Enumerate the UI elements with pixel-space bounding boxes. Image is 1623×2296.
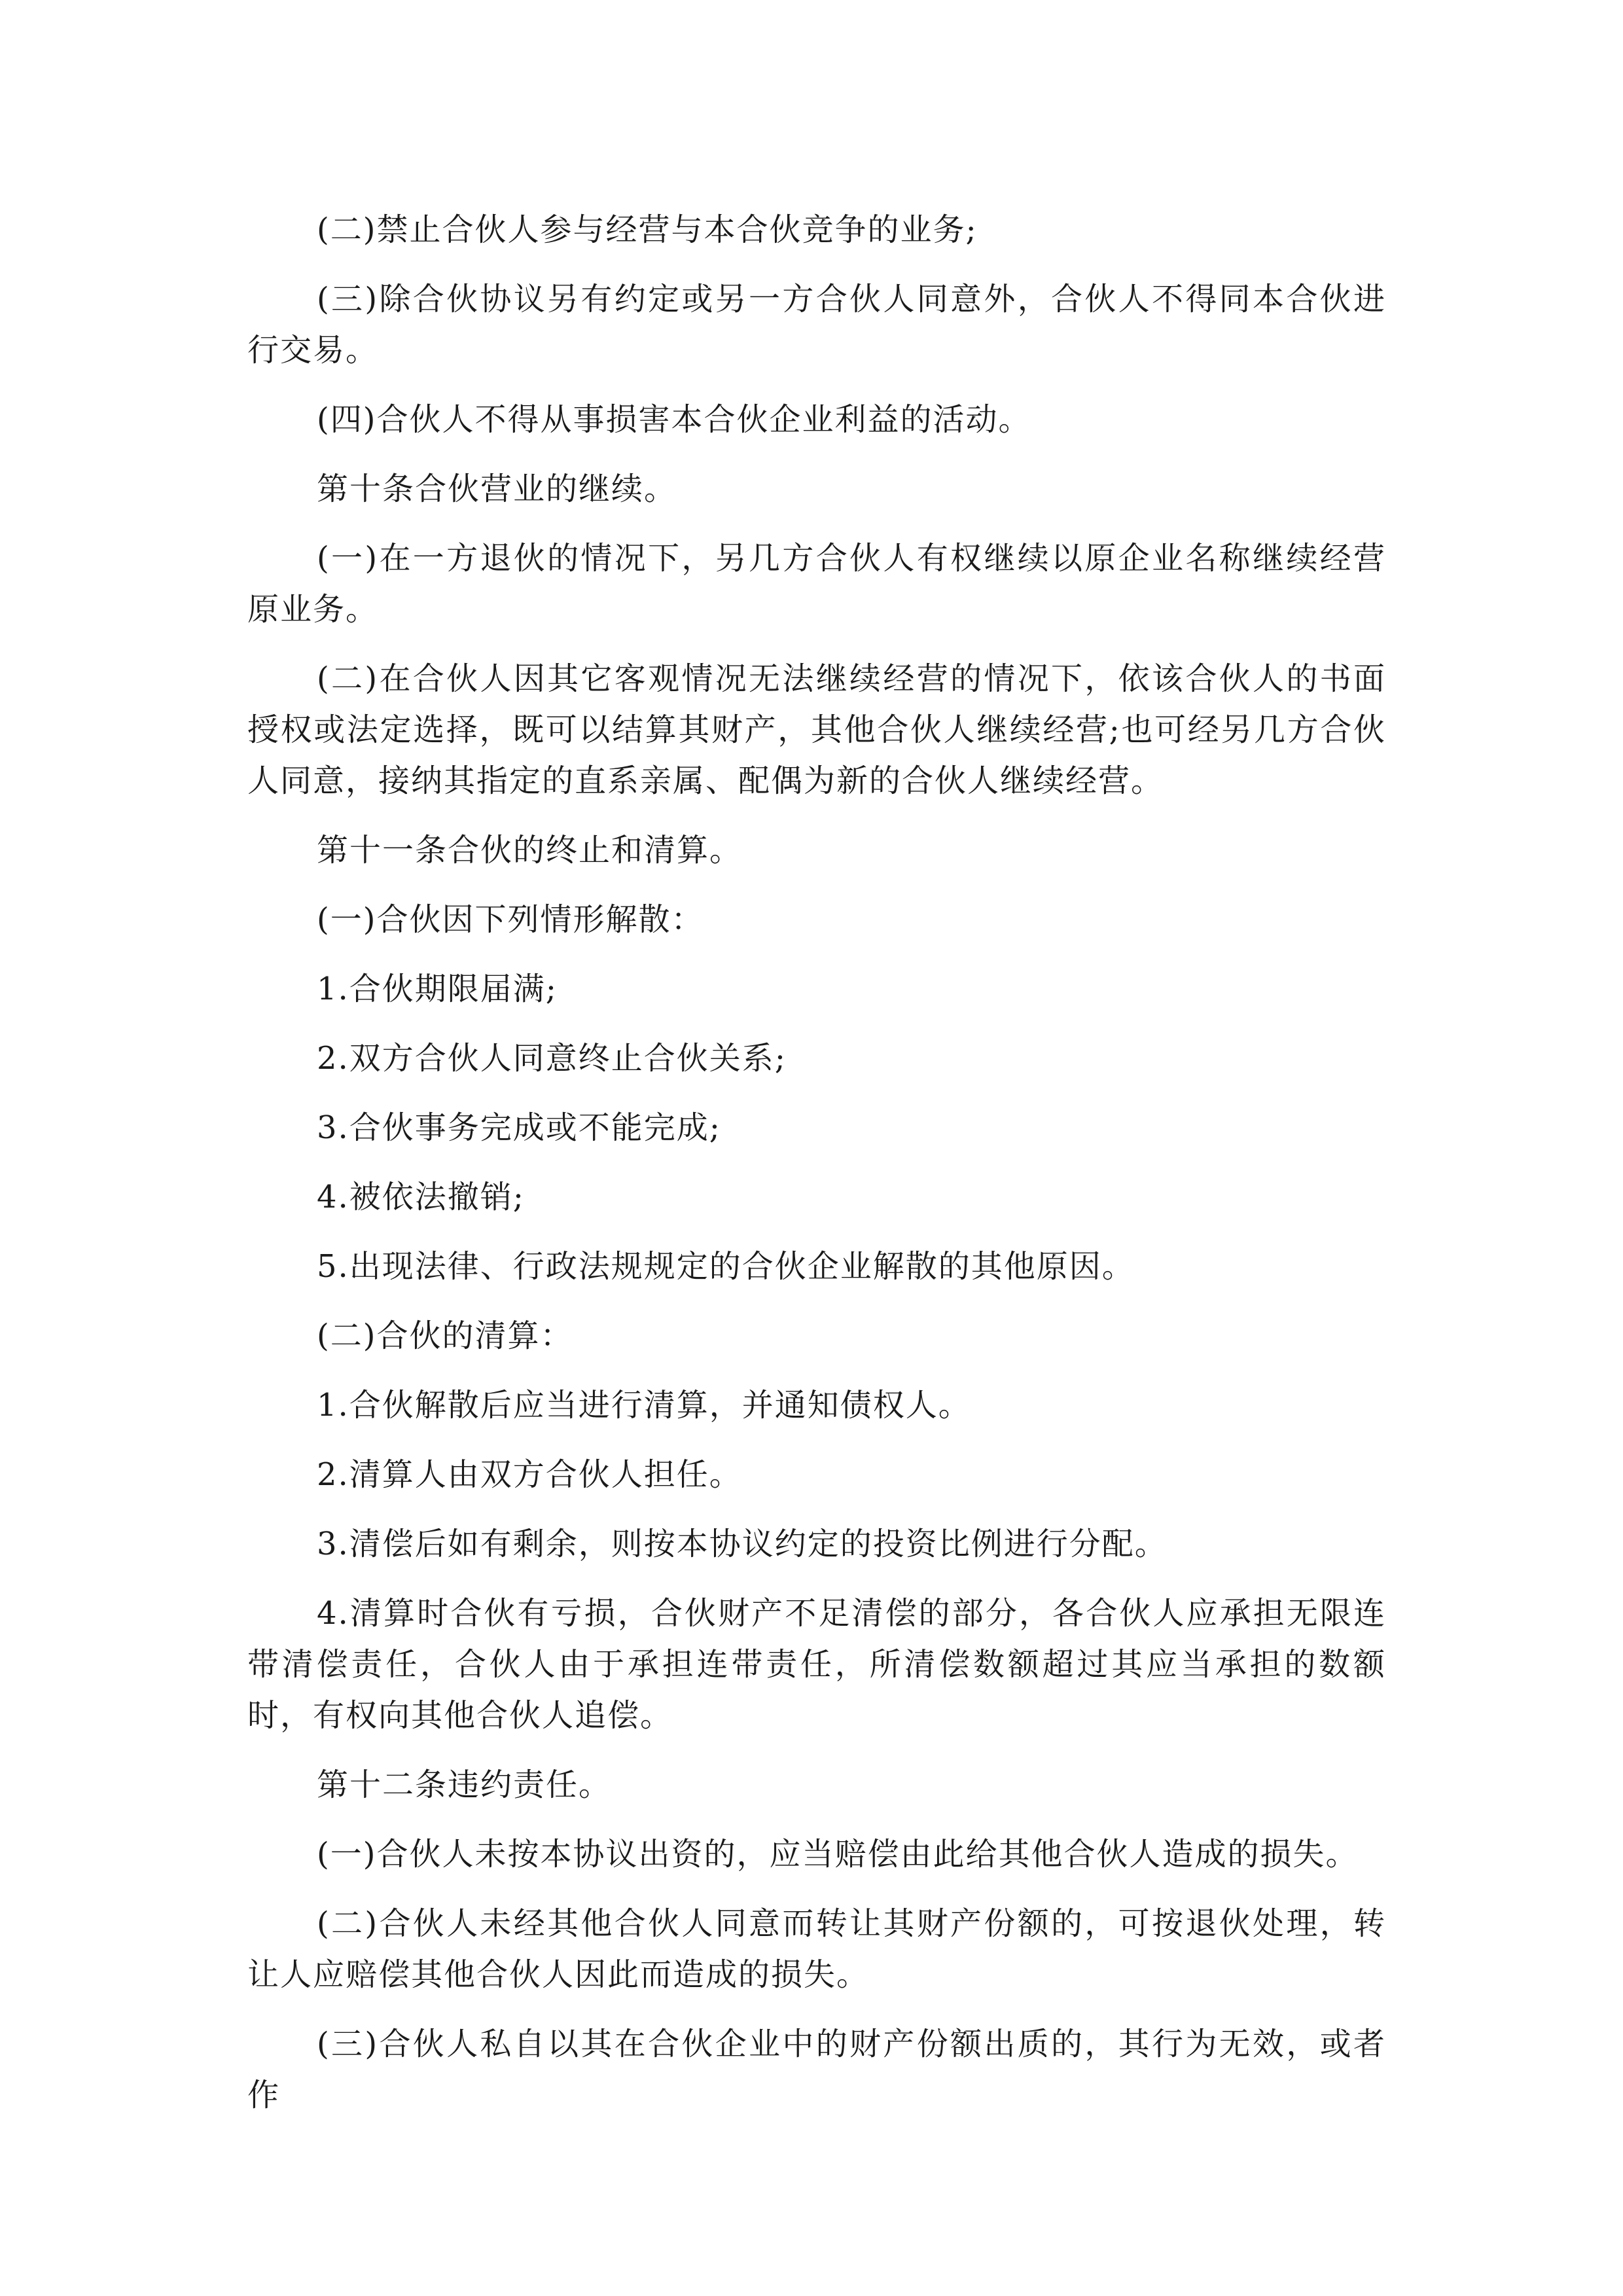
document-body <box>247 204 1386 2139</box>
list-item: 4.被依法撤销; <box>317 1179 525 1215</box>
list-item: 1.合伙解散后应当进行清算，并通知债权人。 <box>317 1387 971 1424</box>
paragraph: (三)除合伙协议另有约定或另一方合伙人同意外，合伙人不得同本合伙进行交易。 <box>247 281 1386 368</box>
list-item: 3.合伙事务完成或不能完成; <box>317 1109 721 1146</box>
paragraph: (一)合伙人未按本协议出资的，应当赔偿由此给其他合伙人造成的损失。 <box>317 1836 1359 1873</box>
list-item: 2.清算人由双方合伙人担任。 <box>317 1456 742 1493</box>
article-heading: 第十二条违约责任。 <box>317 1767 612 1803</box>
paragraph: (一)合伙因下列情形解散： <box>317 901 704 938</box>
list-item: 4.清算时合伙有亏损，合伙财产不足清偿的部分，各合伙人应承担无限连带清偿责任，合伙人由于承担连带责任，所清偿数额超过其应当承担的数额时，有权向其他合伙人追偿。 <box>247 1595 1386 1734</box>
paragraph: (二)禁止合伙人参与经营与本合伙竞争的业务; <box>317 211 978 248</box>
list-item: 3.清偿后如有剩余，则按本协议约定的投资比例进行分配。 <box>317 1526 1168 1562</box>
list-item: 5.出现法律、行政法规规定的合伙企业解散的其他原因。 <box>317 1248 1135 1285</box>
article-heading: 第十条合伙营业的继续。 <box>317 471 677 507</box>
paragraph: (四)合伙人不得从事损害本合伙企业利益的活动。 <box>317 401 1031 438</box>
paragraph: (二)合伙人未经其他合伙人同意而转让其财产份额的，可按退伙处理，转让人应赔偿其他合伙人因此而造成的损失。 <box>247 1905 1386 1993</box>
list-item: 2.双方合伙人同意终止合伙关系; <box>317 1040 787 1077</box>
paragraph: (二)合伙的清算： <box>317 1318 573 1354</box>
article-heading: 第十一条合伙的终止和清算。 <box>317 832 743 869</box>
paragraph: (二)在合伙人因其它客观情况无法继续经营的情况下，依该合伙人的书面授权或法定选择，既可以结算其财产，其他合伙人继续经营;也可经另几方合伙人同意，接纳其指定的直系亲属、配偶为新的合伙人继续经营。 <box>247 660 1386 799</box>
paragraph: (一)在一方退伙的情况下，另几方合伙人有权继续以原企业名称继续经营原业务。 <box>247 540 1386 628</box>
list-item: 1.合伙期限届满; <box>317 971 558 1007</box>
paragraph: (三)合伙人私自以其在合伙企业中的财产份额出质的，其行为无效，或者作 <box>247 2026 1386 2113</box>
